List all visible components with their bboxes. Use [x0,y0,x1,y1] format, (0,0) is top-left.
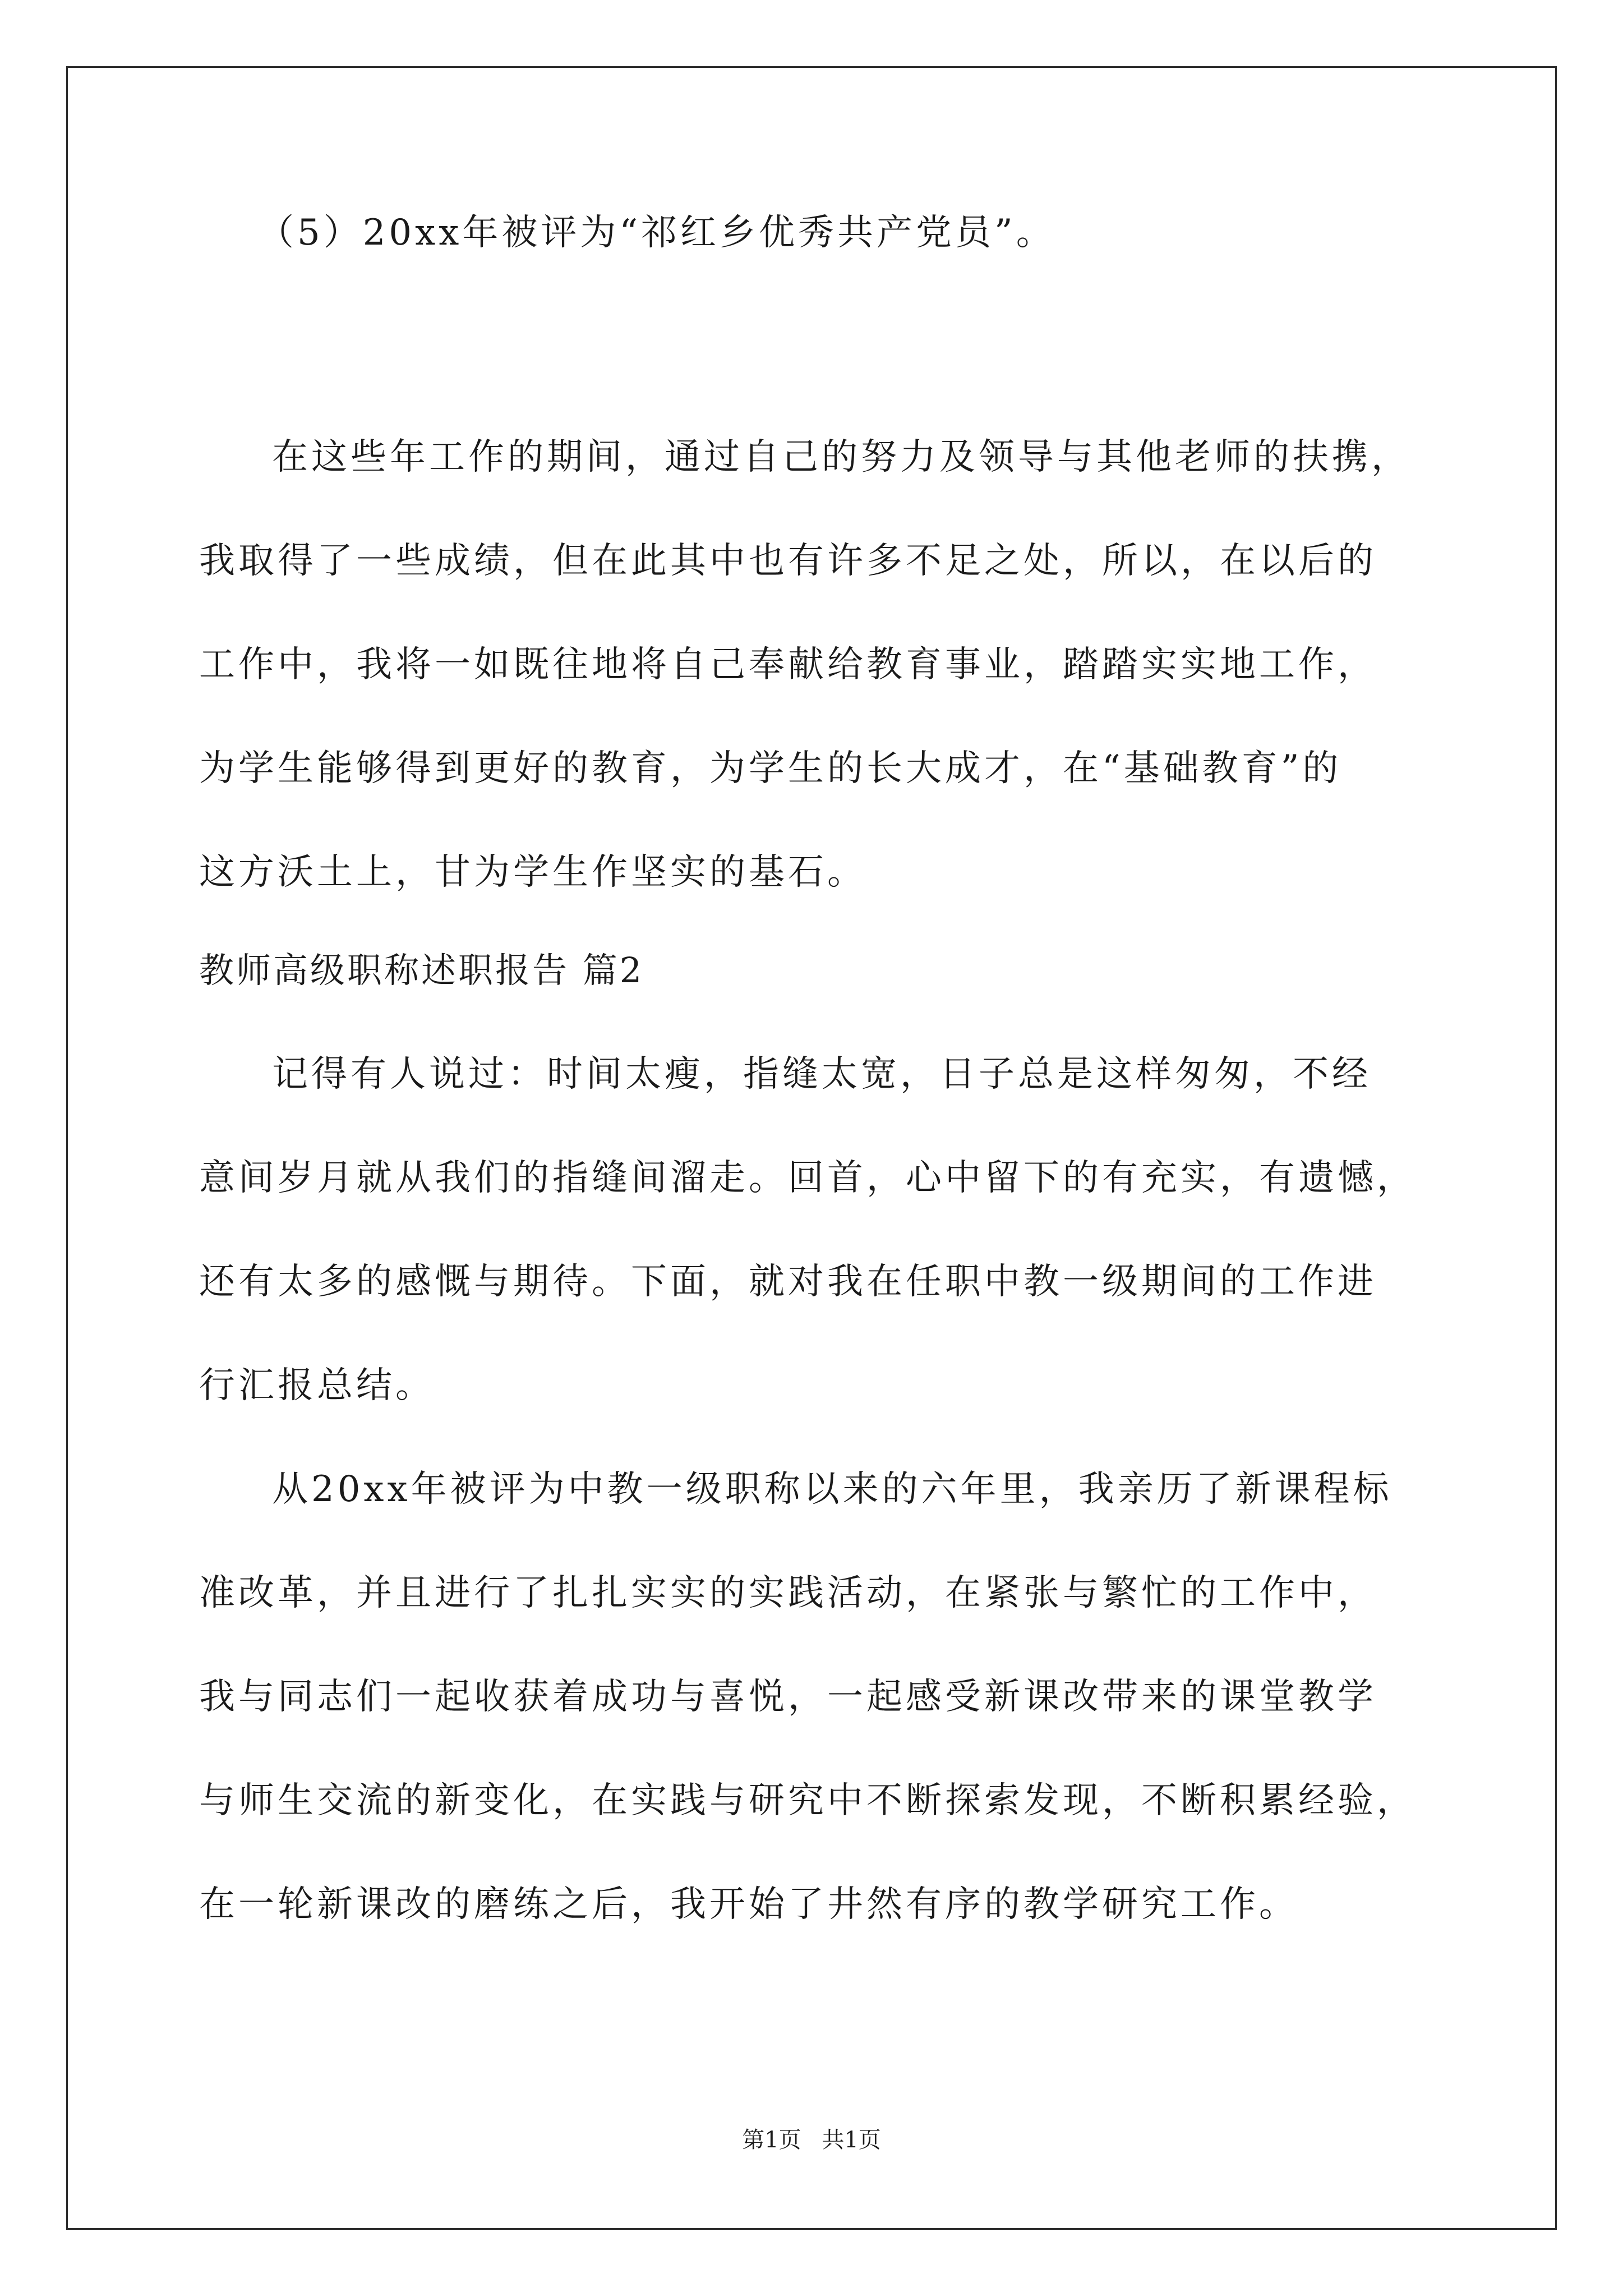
paragraph-line: 行汇报总结。 [199,1365,435,1406]
paragraph-line: 在这些年工作的期间，通过自己的努力及领导与其他老师的扶携， [272,436,1410,478]
paragraph-line: 在一轮新课改的磨练之后，我开始了井然有序的教学研究工作。 [199,1884,1298,1925]
paragraph-line: 我与同志们一起收获着成功与喜悦，一起感受新课改带来的课堂教学 [199,1676,1377,1718]
paragraph-line: 为学生能够得到更好的教育，为学生的长大成才，在“基础教育”的 [199,748,1342,789]
paragraph-line: 从20xx年被评为中教一级职称以来的六年里，我亲历了新课程标 [272,1469,1393,1510]
paragraph-line: 记得有人说过：时间太瘦，指缝太宽，日子总是这样匆匆，不经 [272,1053,1371,1095]
paragraph-line: 工作中，我将一如既往地将自己奉献给教育事业，踏踏实实地工作， [199,644,1377,685]
page-number: 第1页 [742,2127,801,2153]
page-footer [0,2126,1623,2154]
paragraph-line: 准改革，并且进行了扎扎实实的实践活动，在紧张与繁忙的工作中， [199,1572,1377,1614]
section-heading: 教师高级职称述职报告 篇2 [199,950,644,991]
paragraph-line: 我取得了一些成绩，但在此其中也有许多不足之处，所以，在以后的 [199,540,1377,582]
list-item-award-5: （5）20xx年被评为“祁红乡优秀共产党员”。 [258,212,1055,254]
paragraph-line: 与师生交流的新变化，在实践与研究中不断探索发现，不断积累经验， [199,1780,1416,1821]
page-total: 共1页 [822,2127,881,2153]
paragraph-line: 意间岁月就从我们的指缝间溜走。回首，心中留下的有充实，有遗憾， [199,1157,1416,1199]
paragraph-line: 这方沃土上，甘为学生作坚实的基石。 [199,852,866,893]
paragraph-line: 还有太多的感慨与期待。下面，就对我在任职中教一级期间的工作进 [199,1261,1377,1303]
